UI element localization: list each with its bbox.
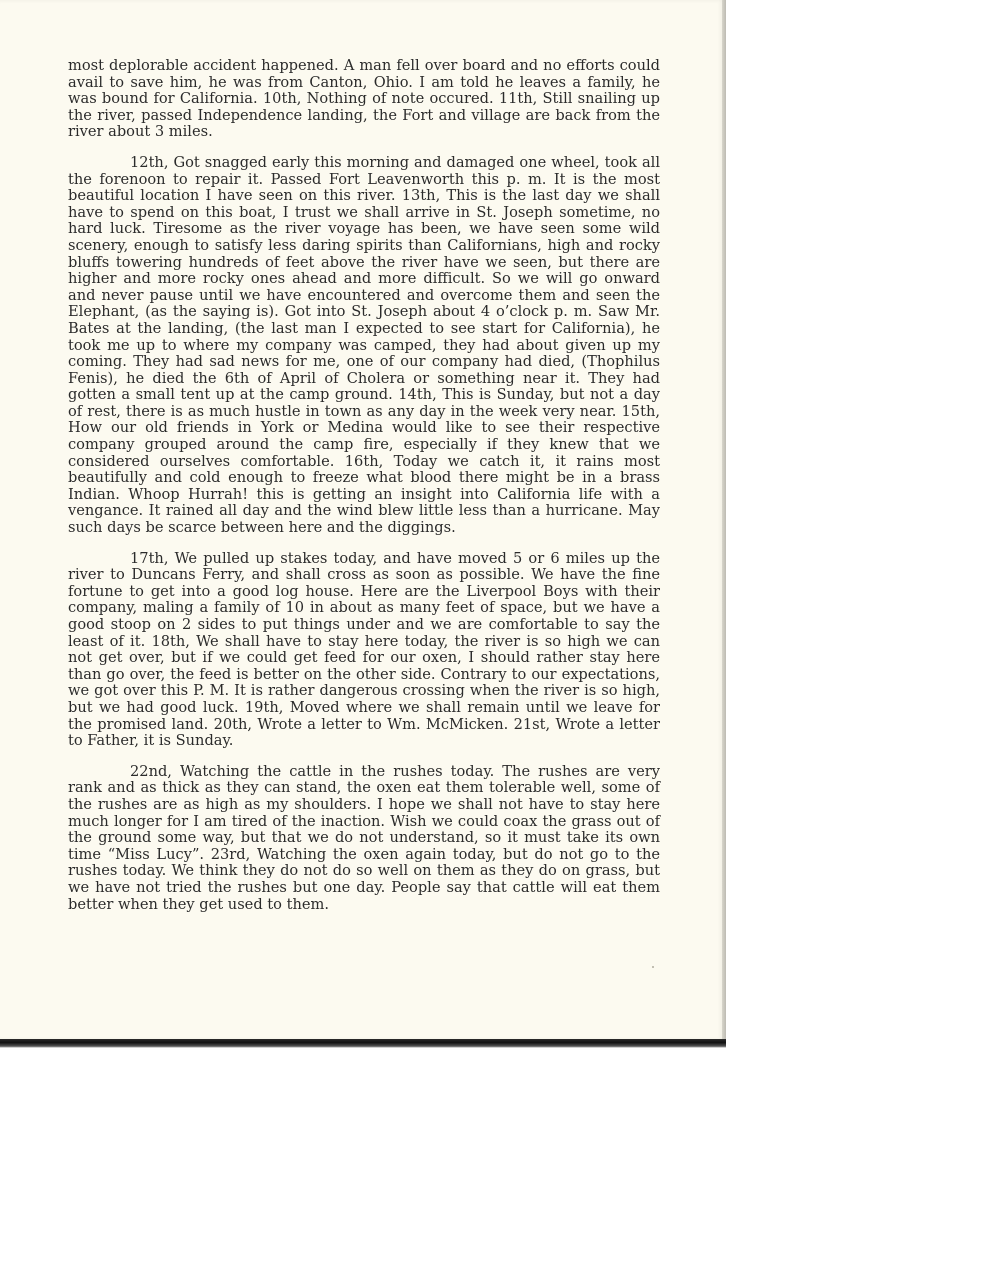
paragraph-3: 17th, We pulled up stakes today, and have moved 5 or 6 miles up the river to Duncans Ferry, and shall cross as soon as possible. We have the fine fortune to get into a good log house. Here are the Liverpool Boys with their company, maling a family of 10 in about as many feet of space, but we have a good stoop on 2 sides to put things under and we are comfortable to say the least of it. 18th, We shall have to stay here today, the river is so high we can not get over, but if we could get feed for our oxen, I should rather stay here than go over, the feed is better on the other side. Contrary to our expectations, we got over this P. M. It is rather dangerous crossing when the river is so high, but we had good luck. 19th, Moved where we shall remain until we leave for the promised land. 20th, Wrote a letter to Wm. McMicken. 21st, Wrote a letter to Father, it is Sunday. bbox=[68, 549, 660, 750]
page-text bbox=[68, 58, 660, 927]
paragraph-2: 12th, Got snagged early this morning and damaged one wheel, took all the forenoon to repair it. Passed Fort Leavenworth this p. m. It is the most beautiful location I have seen on this river. 13th, This is the last day we shall have to spend on this boat, I trust we shall arrive in St. Joseph sometime, no hard luck. Tiresome as the river voyage has been, we have seen some wild scenery, enough to satisfy less daring spirits than Californians, high and rocky bluffs towering hundreds of feet above the river have we seen, but there are higher and more rocky ones ahead and more difficult. So we will go onward and never pause until we have encountered and overcome them and seen the Elephant, (as the saying is). Got into St. Joseph about 4 o’clock p. m. Saw Mr. Bates at the landing, (the last man I expected to see start for California), he took me up to where my company was camped, they had about given up my coming. They had sad news for me, one of our company had died, (Thophilus Fenis), he died the 6th of April of Cholera or something near it. They had gotten a small tent up at the camp ground. 14th, This is Sunday, but not a day of rest, there is as much hustle in town as any day in the week very near. 15th, How our old friends in York or Medina would like to see their respective company grouped around the camp fire, especially if they knew that we considered ourselves comfortable. 16th, Today we catch it, it rains most beautifully and cold enough to freeze what blood there might be in a brass Indian. Whoop Hurrah! this is getting an insight into California life with a vengance. It rained all day and the wind blew little less than a hurricane. May such days be scarce between here and the diggings. bbox=[68, 153, 660, 537]
paragraph-1: most deplorable accident happened. A man fell over board and no efforts could avail to save him, he was from Canton, Ohio. I am told he leaves a family, he was bound for California. 10th, Nothing of note occured. 11th, Still snailing up the river, passed Independence landing, the Fort and village are back from the river about 3 miles. bbox=[68, 57, 660, 141]
paper-speck bbox=[652, 966, 654, 968]
paragraph-4: 22nd, Watching the cattle in the rushes today. The rushes are very rank and as thick as they can stand, the oxen eat them tolerable well, some of the rushes are as high as my shoulders. I hope we shall not have to stay here much longer for I am tired of the inaction. Wish we could coax the grass out of the ground some way, but that we do not understand, so it must take its own time “Miss Lucy”. 23rd, Watching the oxen again today, but do not go to the rushes today. We think they do not do so well on them as they do on grass, but we have not tried the rushes but one day. People say that cattle will eat them better when they get used to them. bbox=[68, 762, 660, 913]
page-bottom-edge bbox=[0, 1039, 726, 1048]
page-right-edge bbox=[722, 0, 726, 1042]
